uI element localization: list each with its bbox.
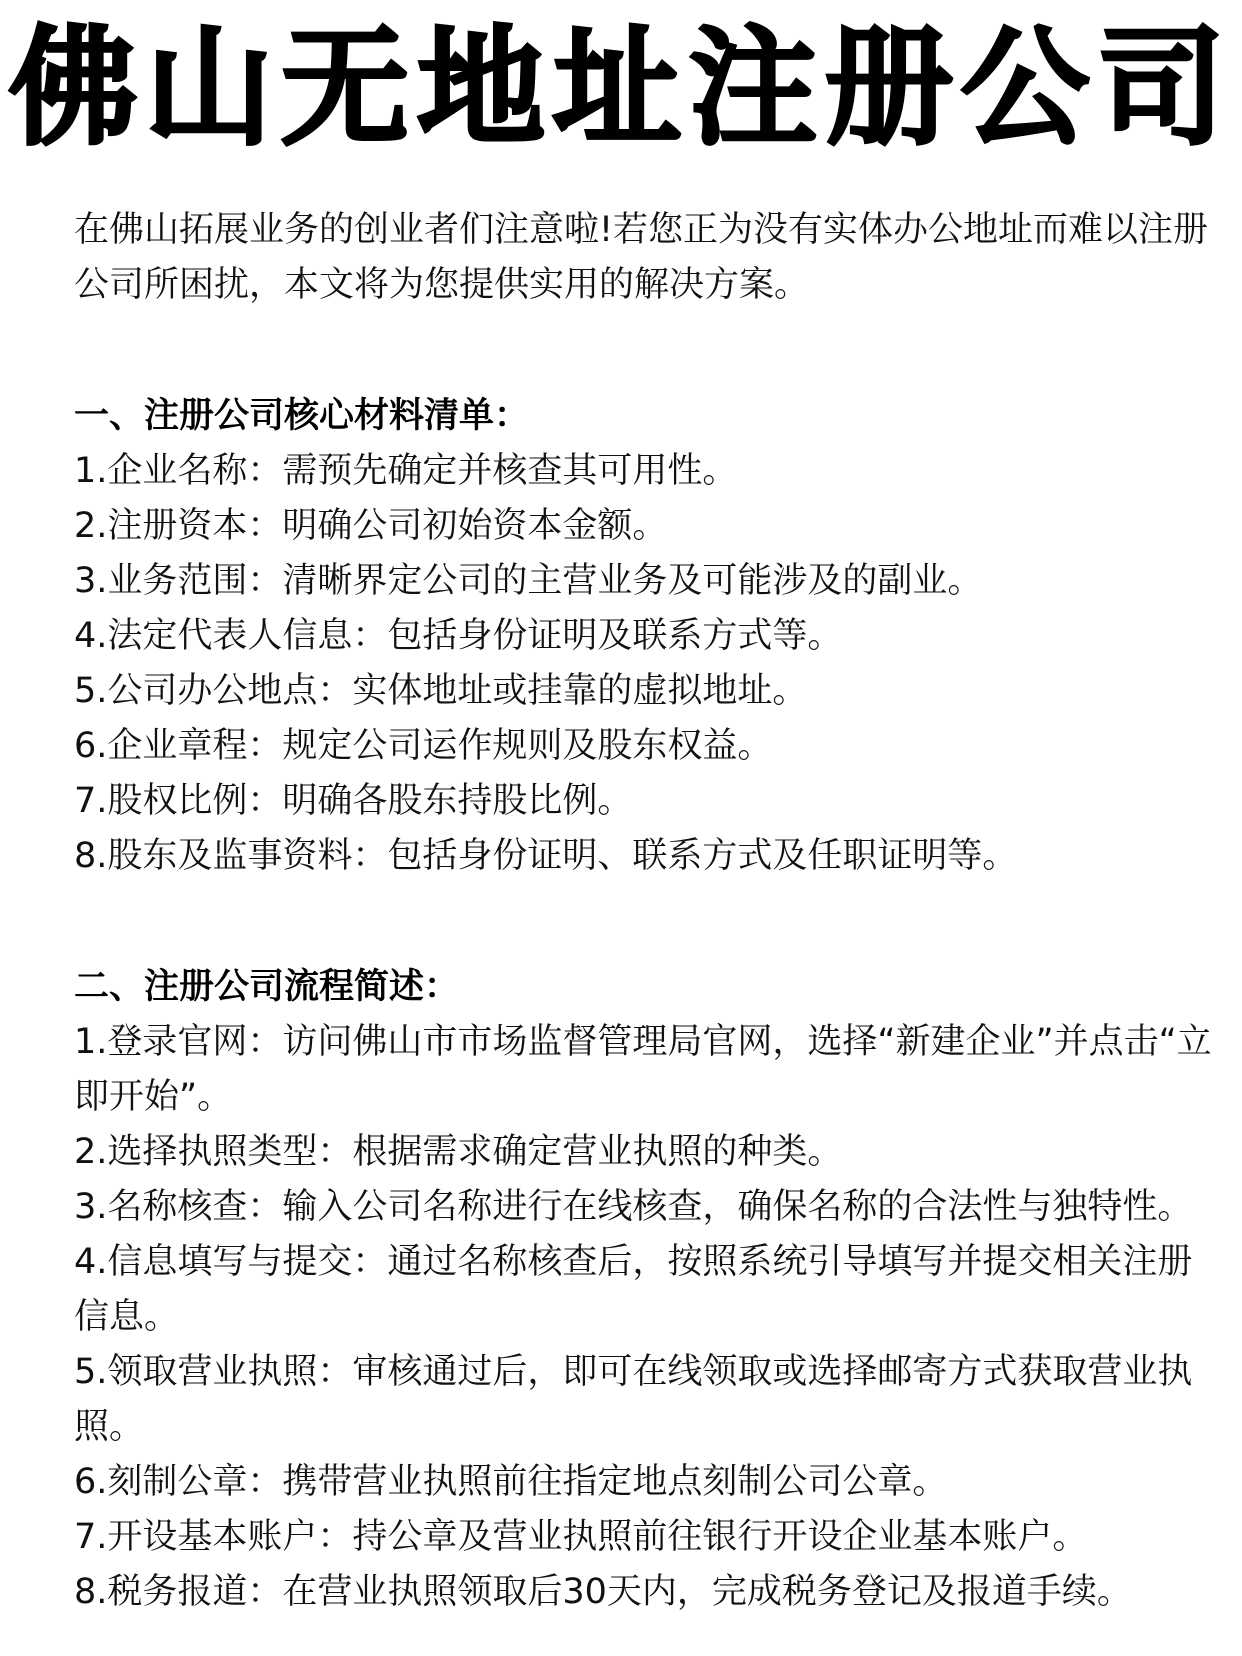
list-item: 6.企业章程：规定公司运作规则及股东权益。 <box>74 726 773 766</box>
section-heading: 一、注册公司核心材料清单： <box>74 396 530 436</box>
list-item: 6.刻制公章：携带营业执照前往指定地点刻制公司公章。 <box>74 1462 948 1502</box>
list-item: 3.业务范围：清晰界定公司的主营业务及可能涉及的副业。 <box>74 561 983 601</box>
materials-section <box>74 389 1214 884</box>
list-item: 4.法定代表人信息：包括身份证明及联系方式等。 <box>74 616 843 656</box>
list-item: 5.领取营业执照：审核通过后，即可在线领取或选择邮寄方式获取营业执照。 <box>74 1352 1193 1447</box>
list-item: 3.名称核查：输入公司名称进行在线核查，确保名称的合法性与独特性。 <box>74 1187 1193 1227</box>
article-body <box>74 203 1214 1620</box>
intro-paragraph: 在佛山拓展业务的创业者们注意啦!若您正为没有实体办公地址而难以注册公司所困扰，本文将为您提供实用的解决方案。 <box>74 210 1209 305</box>
list-item: 4.信息填写与提交：通过名称核查后，按照系统引导填写并提交相关注册信息。 <box>74 1242 1193 1337</box>
list-item: 1.企业名称：需预先确定并核查其可用性。 <box>74 451 738 491</box>
list-item: 1.登录官网：访问佛山市市场监督管理局官网，选择“新建企业”并点击“立即开始”。 <box>74 1022 1212 1117</box>
list-item: 8.税务报道：在营业执照领取后30天内，完成税务登记及报道手续。 <box>74 1572 1132 1612</box>
list-item: 7.开设基本账户：持公章及营业执照前往银行开设企业基本账户。 <box>74 1517 1088 1557</box>
list-item: 8.股东及监事资料：包括身份证明、联系方式及任职证明等。 <box>74 836 1018 876</box>
list-item: 5.公司办公地点：实体地址或挂靠的虚拟地址。 <box>74 671 808 711</box>
process-section <box>74 960 1214 1620</box>
list-item: 2.选择执照类型：根据需求确定营业执照的种类。 <box>74 1132 843 1172</box>
page-title: 佛山无地址注册公司 <box>8 14 1233 163</box>
list-item: 7.股权比例：明确各股东持股比例。 <box>74 781 633 821</box>
section-heading: 二、注册公司流程简述： <box>74 967 460 1007</box>
list-item: 2.注册资本：明确公司初始资本金额。 <box>74 506 668 546</box>
